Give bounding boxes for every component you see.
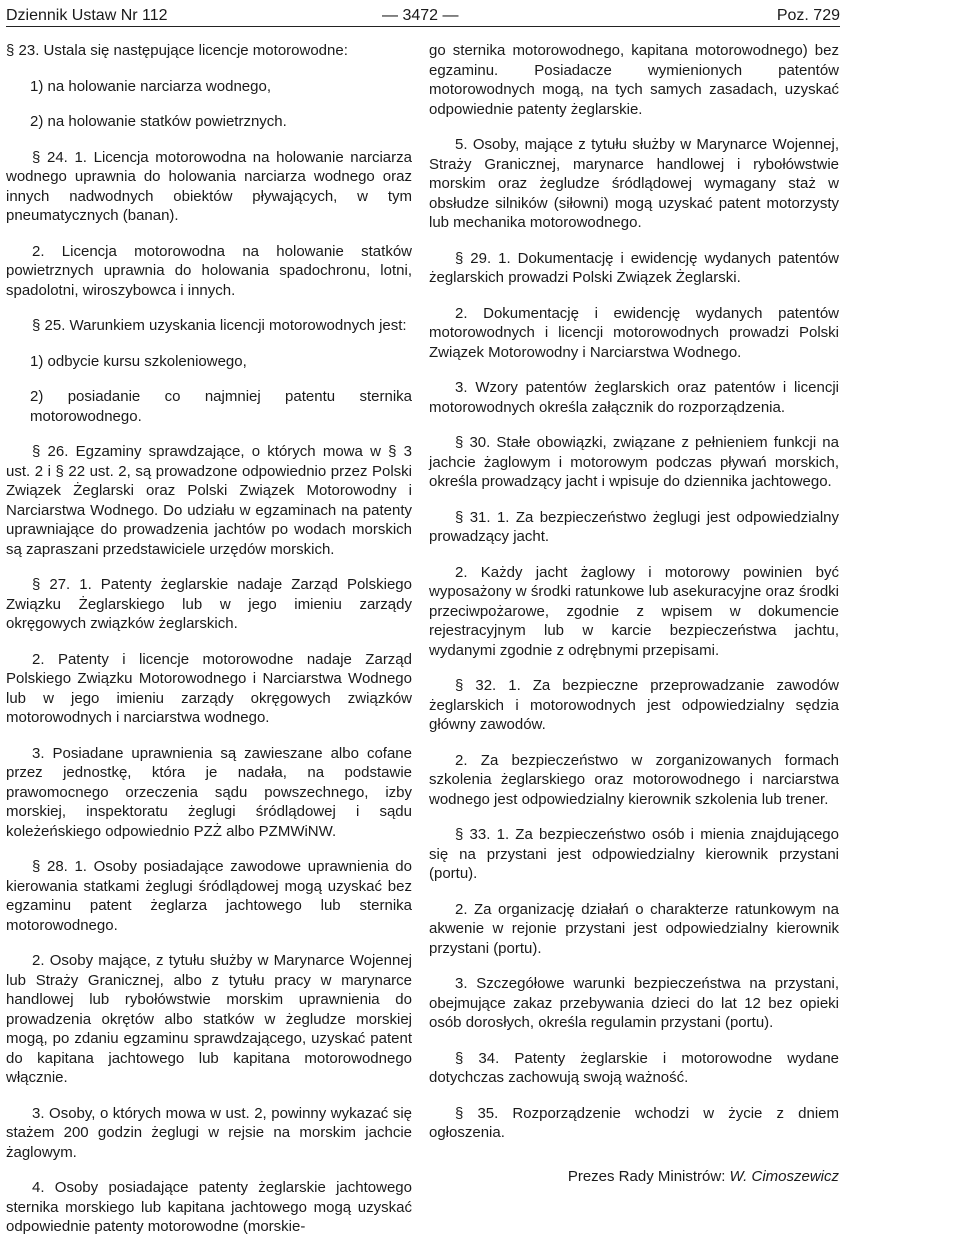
paragraph-s24-1: § 24. 1. Licencja motorowodna na holowanie narciarza wodnego uprawnia do holowania narciarza wodnego oraz innych nadwodnych obiektów pływających, w tym pneumatycznych (banan). bbox=[6, 148, 412, 224]
paragraph-s28-1: § 28. 1. Osoby posiadające zawodowe uprawnienia do kierowania statkami żeglugi śródlądowej mogą uzyskać bez egzaminu patent żeglarza jachtowego lub sternika motorowodnego. bbox=[6, 858, 412, 934]
paragraph-s33-2: 2. Za organizację działań o charakterze ratunkowym na akwenie w rejonie przystani jest odpowiedzialny kierownik przystani (portu). bbox=[429, 900, 839, 957]
paragraph-s25: § 25. Warunkiem uzyskania licencji motorowodnych jest: bbox=[32, 317, 407, 334]
paragraph-s33-3: 3. Szczegółowe warunki bezpieczeństwa na przystani, obejmujące zakaz przebywania dzieci do lat 12 bez opieki osób dorosłych, określa regulamin przystani (portu). bbox=[429, 975, 839, 1031]
list-item: 2) posiadanie co najmniej patentu sternika motorowodnego. bbox=[30, 388, 412, 425]
list-item: 2) na holowanie statków powietrznych. bbox=[30, 113, 287, 130]
paragraph-s26: § 26. Egzaminy sprawdzające, o których mowa w § 3 ust. 2 i § 22 ust. 2, są prowadzone odpowiednio przez Polski Związek Żeglarski oraz Polski Związek Motorowodny i Narciarstwa Wodnego. Do udziału w egzaminach na patenty uprawniające do prowadzenia jachtów po wodach morskich są zapraszani przedstawiciele urzędów morskich. bbox=[6, 443, 412, 558]
page-number: — 3472 — bbox=[382, 7, 459, 24]
paragraph-s29-2: 2. Dokumentację i ewidencję wydanych patentów motorowodnych i licencji motorowodnych prowadzi Polski Związek Motorowodny i Narciarstwa Wodnego. bbox=[429, 304, 839, 361]
list-item: 1) na holowanie narciarza wodnego, bbox=[30, 77, 271, 95]
paragraph-s28-4: 4. Osoby posiadające patenty żeglarskie jachtowego sternika morskiego lub kapitana jachtowego mogą uzyskać odpowiednie patenty motorowodne (morskie- bbox=[6, 1179, 412, 1235]
paragraph-s32-2: 2. Za bezpieczeństwo w zorganizowanych formach szkolenia żeglarskiego oraz motorowodnego i narciarstwa wodnego jest odpowiedzialny kierownik szkolenia lub trener. bbox=[429, 751, 839, 808]
paragraph-s23: § 23. Ustala się następujące licencje motorowodne: bbox=[6, 42, 348, 59]
journal-title: Dziennik Ustaw Nr 112 bbox=[6, 7, 168, 24]
paragraph-s31-1: § 31. 1. Za bezpieczeństwo żeglugi jest odpowiedzialny prowadzący jacht. bbox=[429, 508, 839, 545]
paragraph-s29-3: 3. Wzory patentów żeglarskich oraz patentów i licencji motorowodnych określa załącznik do rozporządzenia. bbox=[429, 379, 839, 416]
paragraph-s27-1: § 27. 1. Patenty żeglarskie nadaje Zarząd Polskiego Związku Żeglarskiego lub w jego imieniu zarządy okręgowych związków żeglarskich. bbox=[6, 576, 412, 632]
paragraph-s28-2: 2. Osoby mające, z tytułu służby w Marynarce Wojennej lub Straży Granicznej, albo z tytułu pracy w marynarce handlowej lub rybołówstwie morskim uprawnienia do prowadzenia okrętów albo statków w żegludze morskiej mogą, po zdaniu egzaminu sprawdzającego, uzyskać patent do kapitana jachtowego lub kapitana motorowodnego włącznie. bbox=[6, 952, 412, 1086]
signature-block bbox=[429, 1168, 839, 1185]
list-item: 1) odbycie kursu szkoleniowego, bbox=[30, 352, 247, 370]
paragraph-s24-2: 2. Licencja motorowodna na holowanie statków powietrznych uprawnia do holowania spadochronu, lotni, spadolotni, wiroszybowca i innych. bbox=[6, 242, 412, 299]
paragraph-s27-2: 2. Patenty i licencje motorowodne nadaje Zarząd Polskiego Związku Motorowodnego i Narciarstwa Wodnego lub w jego imieniu zarządy okręgowych związków motorowodnych i narciarstwa wodnego. bbox=[6, 650, 412, 726]
paragraph-s28-3: 3. Osoby, o których mowa w ust. 2, powinny wykazać się stażem 200 godzin żeglugi w rejsie na morskim jachcie żaglowym. bbox=[6, 1104, 412, 1161]
paragraph-s30: § 30. Stałe obowiązki, związane z pełnieniem funkcji na jachcie żaglowym i motorowym podczas pływań morskich, określa prowadzący jacht i wpisuje do dziennika jachtowego. bbox=[429, 434, 839, 490]
paragraph-s27-3: 3. Posiadane uprawnienia są zawieszane albo cofane przez jednostkę, która je nadała, na podstawie prawomocnego orzeczenia sądu powszechnego, izby morskiej, inspektoratu żeglugi śródlądowej i sądu koleżeńskiego odpowiednio PZŻ albo PZMWiNW. bbox=[6, 744, 412, 840]
paragraph-s28-4-continued: go sternika motorowodnego, kapitana motorowodnego) bez egzaminu. Posiadacze wymienionych patentów motorowodnych mogą, na tych samych zasadach, uzyskać odpowiednie patenty żeglarskie. bbox=[429, 42, 839, 118]
position-number: Poz. 729 bbox=[776, 7, 840, 24]
signature-name: W. Cimoszewicz bbox=[729, 1168, 839, 1185]
left-column bbox=[6, 41, 412, 1253]
paragraph-s32-1: § 32. 1. Za bezpieczne przeprowadzanie zawodów żeglarskich i motorowodnych jest odpowiedzialny sędzia główny zawodów. bbox=[429, 677, 839, 733]
paragraph-s31-2: 2. Każdy jacht żaglowy i motorowy powinien być wyposażony w środki ratunkowe lub asekuracyjne oraz środki przeciwpożarowe, zgodnie z wpisem w dokumencie rejestracyjnym lub w karcie bezpieczeństwa jachtu, wydanymi zgodnie z odrębnymi przepisami. bbox=[429, 563, 839, 659]
paragraph-s35: § 35. Rozporządzenie wchodzi w życie z dniem ogłoszenia. bbox=[429, 1104, 839, 1141]
paragraph-s34: § 34. Patenty żeglarskie i motorowodne wydane dotychczas zachowują swoją ważność. bbox=[429, 1049, 839, 1086]
right-column bbox=[429, 41, 839, 1159]
paragraph-s33-1: § 33. 1. Za bezpieczeństwo osób i mienia znajdującego się na przystani jest odpowiedzialny kierownik przystani (portu). bbox=[429, 826, 839, 882]
paragraph-s28-5: 5. Osoby, mające z tytułu służby w Marynarce Wojennej, Straży Granicznej, marynarce handlowej i rybołówstwie morskim oraz żegludze śródlądowej wymagany staż w obsłudze silników (siłowni) mogą uzyskać patent motorzysty lub mechanika motorowodnego. bbox=[429, 136, 839, 231]
paragraph-s29-1: § 29. 1. Dokumentację i ewidencję wydanych patentów żeglarskich prowadzi Polski Związek Żeglarski. bbox=[429, 249, 839, 286]
header-divider bbox=[6, 26, 840, 27]
signature-title: Prezes Rady Ministrów: bbox=[567, 1168, 730, 1185]
